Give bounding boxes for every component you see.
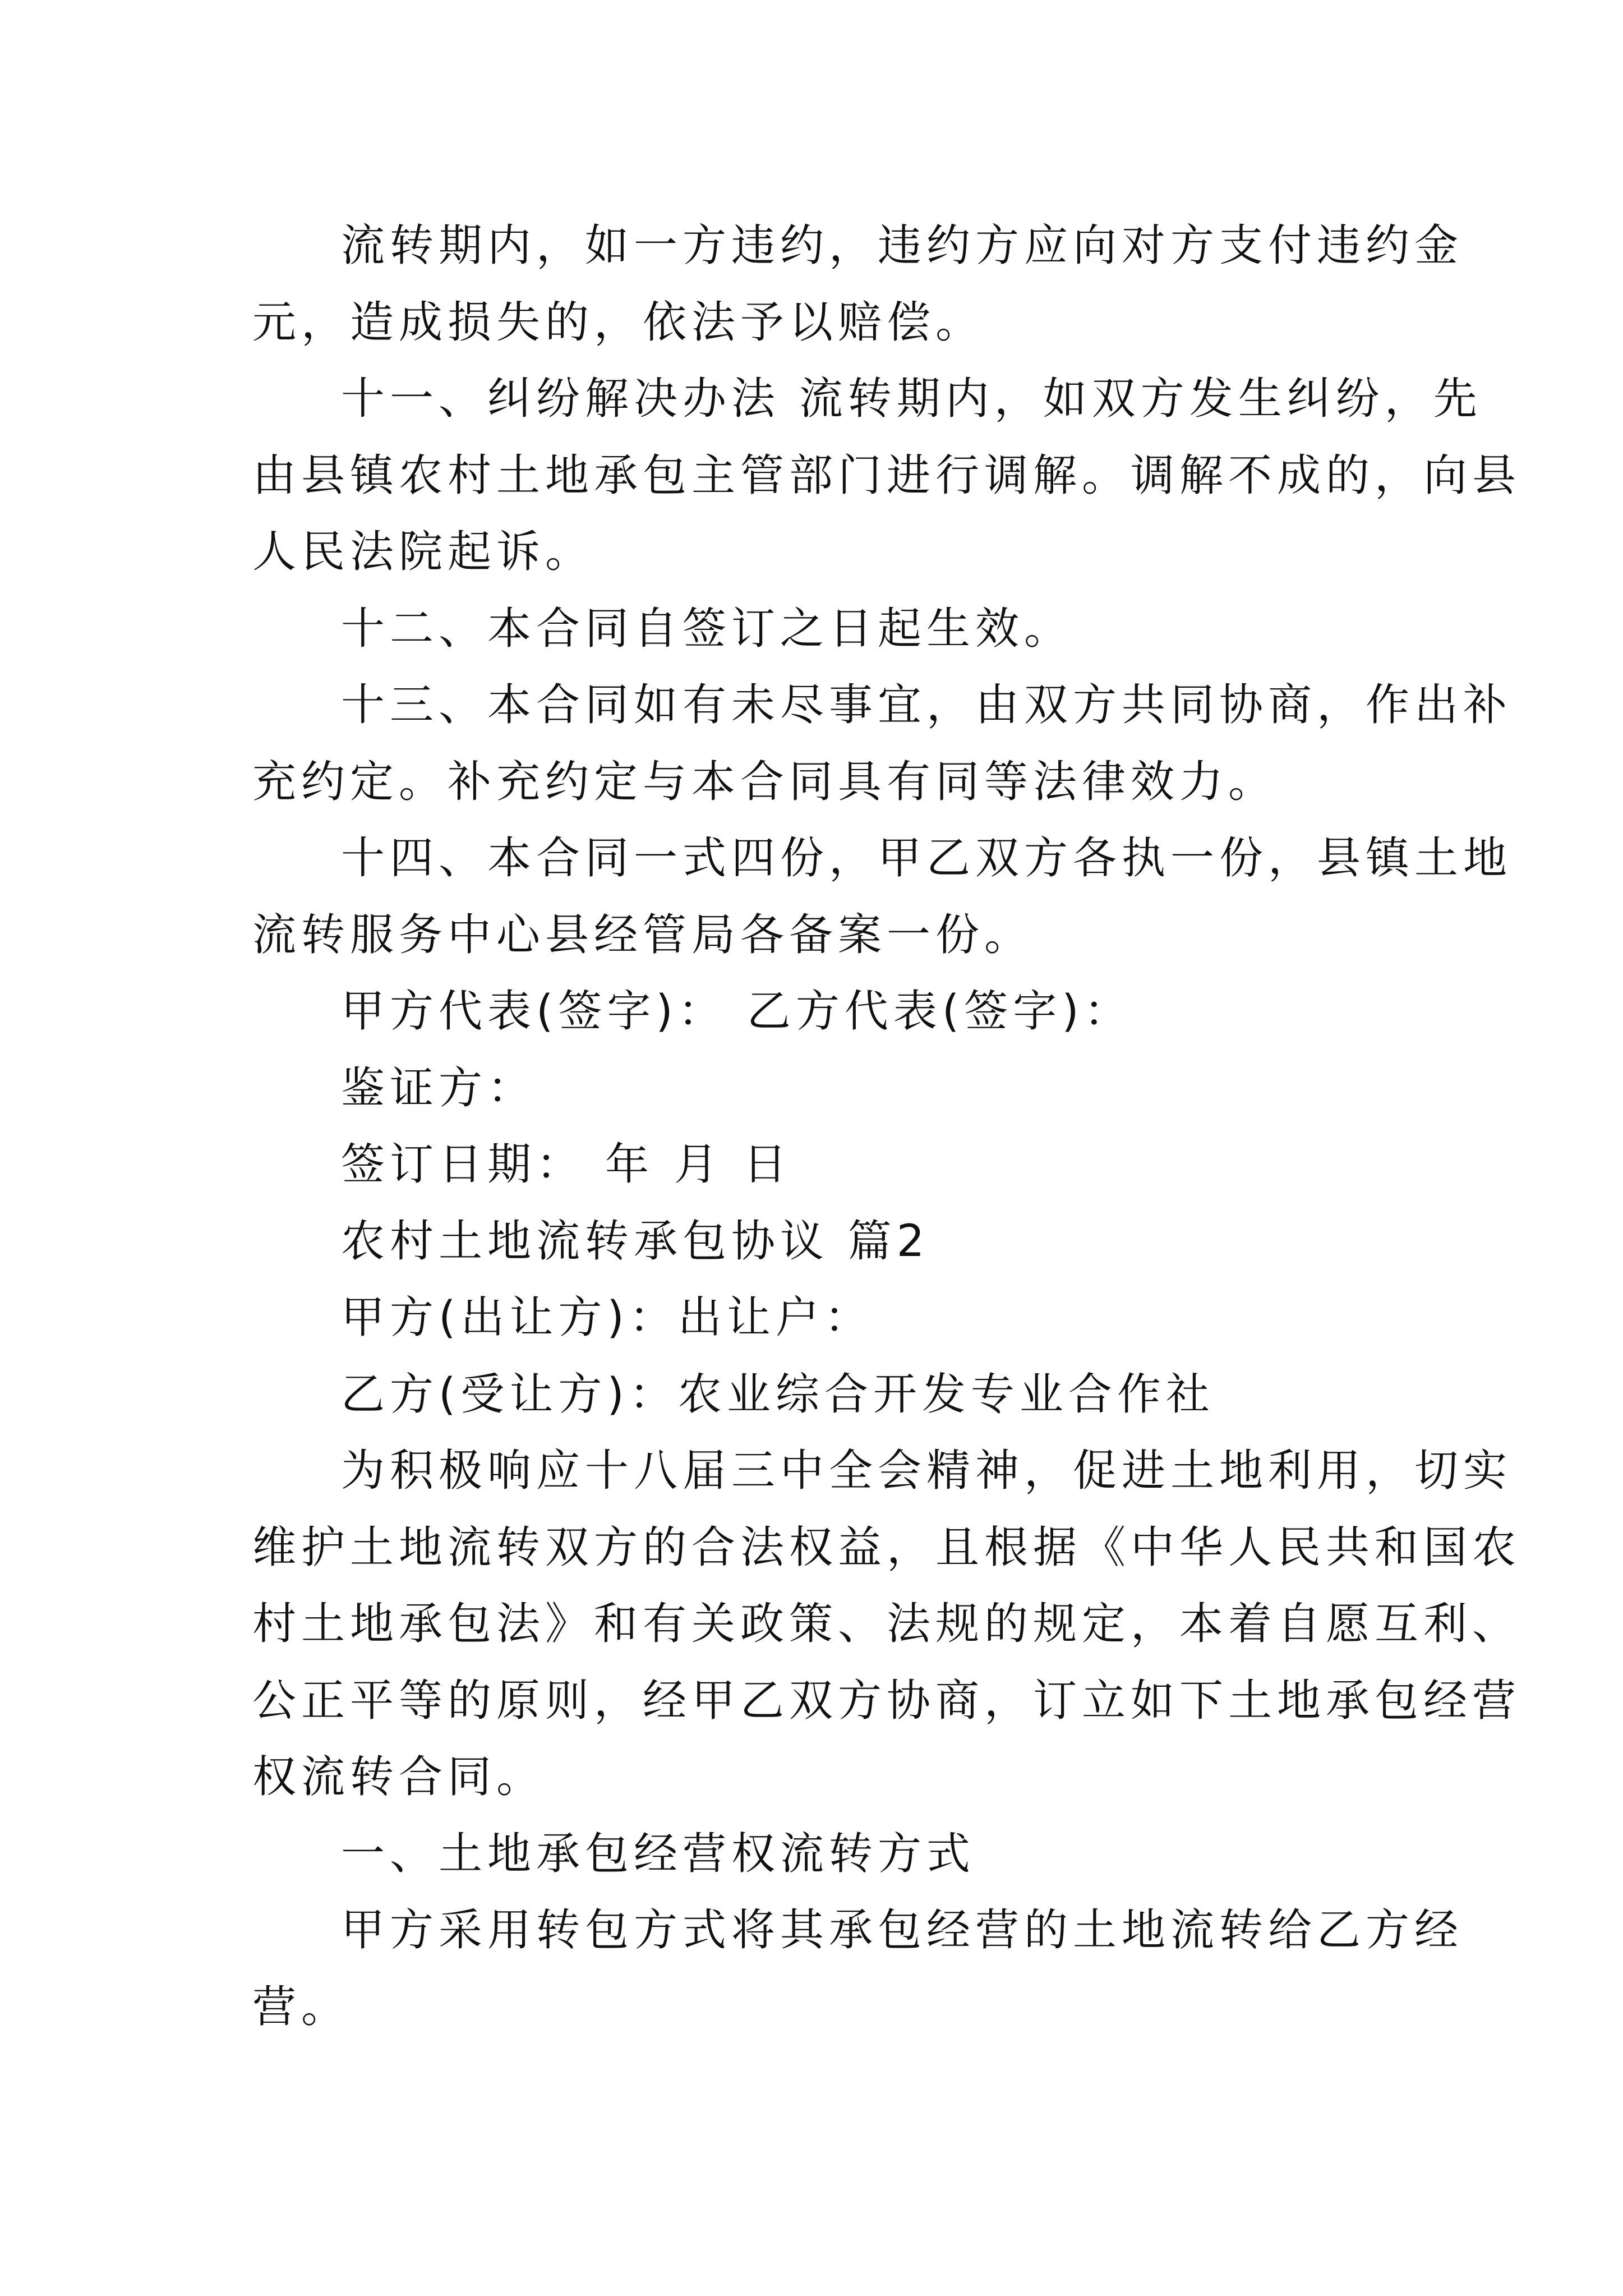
witness-label: 鉴证方： [341, 1062, 537, 1114]
party-b-line: 乙方(受让方)：农业综合开发专业合作社 [341, 1369, 1215, 1420]
section-heading-part-2: 农村土地流转承包协议 篇2 [341, 1216, 930, 1267]
date-month-label: 月 [674, 1139, 723, 1190]
preamble-line-5: 权流转合同。 [252, 1752, 546, 1802]
party-b-signature-label: 乙方代表(签字)： [746, 986, 1133, 1037]
clause-12: 十二、本合同自签订之日起生效。 [341, 603, 1073, 654]
signing-date-line [252, 1126, 1424, 1203]
date-year-label: 年 [605, 1139, 654, 1190]
clause-11-line-3: 人民法院起诉。 [252, 527, 594, 577]
clause-11-line-2: 由县镇农村土地承包主管部门进行调解。调解不成的，向县 [252, 450, 1521, 501]
document-body [252, 208, 1521, 2045]
clause-breach-line-1: 流转期内，如一方违约，违约方应向对方支付违约金 [341, 220, 1464, 271]
clause-breach-line-2: 元，造成损失的，依法予以赔偿。 [252, 297, 985, 348]
article-1-line-1: 甲方采用转包方式将其承包经营的土地流转给乙方经 [341, 1905, 1464, 1955]
party-a-signature-label: 甲方代表(签字)： [341, 986, 727, 1037]
preamble-line-3: 村土地承包法》和有关政策、法规的规定，本着自愿互利、 [252, 1599, 1521, 1649]
clause-13-line-1: 十三、本合同如有未尽事宜，由双方共同协商，作出补 [341, 680, 1513, 730]
party-a-line: 甲方(出让方)：出让户： [341, 1292, 873, 1343]
preamble-line-1: 为积极响应十八届三中全会精神，促进土地利用，切实 [341, 1446, 1513, 1496]
clause-13-line-2: 充约定。补充约定与本合同具有同等法律效力。 [252, 756, 1278, 807]
signature-line [252, 973, 1424, 1050]
clause-11-line-1: 十一、纠纷解决办法 流转期内，如双方发生纠纷，先 [341, 374, 1482, 424]
preamble-line-2: 维护土地流转双方的合法权益，且根据《中华人民共和国农 [252, 1522, 1521, 1573]
article-1-heading: 一、土地承包经营权流转方式 [341, 1828, 976, 1879]
clause-14-line-1: 十四、本合同一式四份，甲乙双方各执一份，县镇土地 [341, 833, 1513, 884]
date-day-label: 日 [743, 1139, 792, 1190]
clause-14-line-2: 流转服务中心县经管局各备案一份。 [252, 909, 1034, 960]
signing-date-label: 签订日期： [341, 1139, 585, 1190]
article-1-line-2: 营。 [252, 1981, 351, 2032]
preamble-line-4: 公正平等的原则，经甲乙双方协商，订立如下土地承包经营 [252, 1675, 1521, 1726]
